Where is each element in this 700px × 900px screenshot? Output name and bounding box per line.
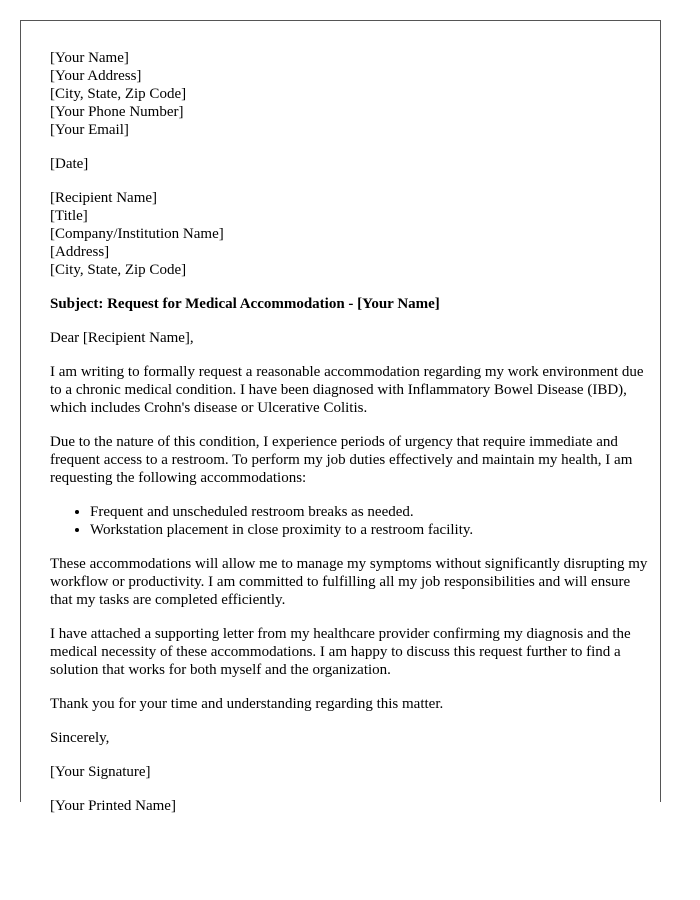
list-item: • Workstation placement in close proximity to a restroom facility. [90,521,650,539]
recipient-title: [Title] [50,208,88,224]
date-block [50,155,650,173]
sender-phone: [Your Phone Number] [50,104,184,120]
sender-address: [Your Address] [50,68,142,84]
sender-email: [Your Email] [50,122,129,138]
signature-placeholder: [Your Signature] [50,764,151,780]
body-paragraph: I am writing to formally request a reasonable accommodation regarding my work environment due to a chronic medical condition. I have been diagnosed with Inflammatory Bowel Disease (IBD), which includes Crohn's disease or Ulcerative Colitis. [50,364,644,416]
recipient-company: [Company/Institution Name] [50,226,224,242]
letter-body [50,49,650,831]
salutation: Dear [Recipient Name], [50,330,194,346]
subject-line: Subject: Request for Medical Accommodation - [Your Name] [50,296,440,312]
printed-name-placeholder: [Your Printed Name] [50,798,176,814]
body-paragraph: I have attached a supporting letter from my healthcare provider confirming my diagnosis and the medical necessity of these accommodations. I am happy to discuss this request further to find a solution that works for both myself and the organization. [50,626,631,678]
sender-name: [Your Name] [50,50,129,66]
closing: Sincerely, [50,730,110,746]
recipient-city-state-zip: [City, State, Zip Code] [50,262,187,278]
recipient-block [50,189,650,279]
body-paragraph: These accommodations will allow me to manage my symptoms without significantly disrupting my workflow or productivity. I am committed to fulfilling all my job responsibilities and will ensure that my tasks are completed efficiently. [50,556,648,608]
sender-block [50,49,650,139]
accommodations-list [50,503,650,539]
list-item: • Frequent and unscheduled restroom breaks as needed. [90,503,650,521]
body-paragraph: Due to the nature of this condition, I experience periods of urgency that require immediate and frequent access to a restroom. To perform my job duties effectively and maintain my health, I am requesting the following accommodations: [50,434,633,486]
letter-date: [Date] [50,156,89,172]
recipient-address: [Address] [50,244,110,260]
body-paragraph: Thank you for your time and understanding regarding this matter. [50,696,444,712]
recipient-name: [Recipient Name] [50,190,158,206]
letter-page [20,20,661,814]
sender-city-state-zip: [City, State, Zip Code] [50,86,187,102]
